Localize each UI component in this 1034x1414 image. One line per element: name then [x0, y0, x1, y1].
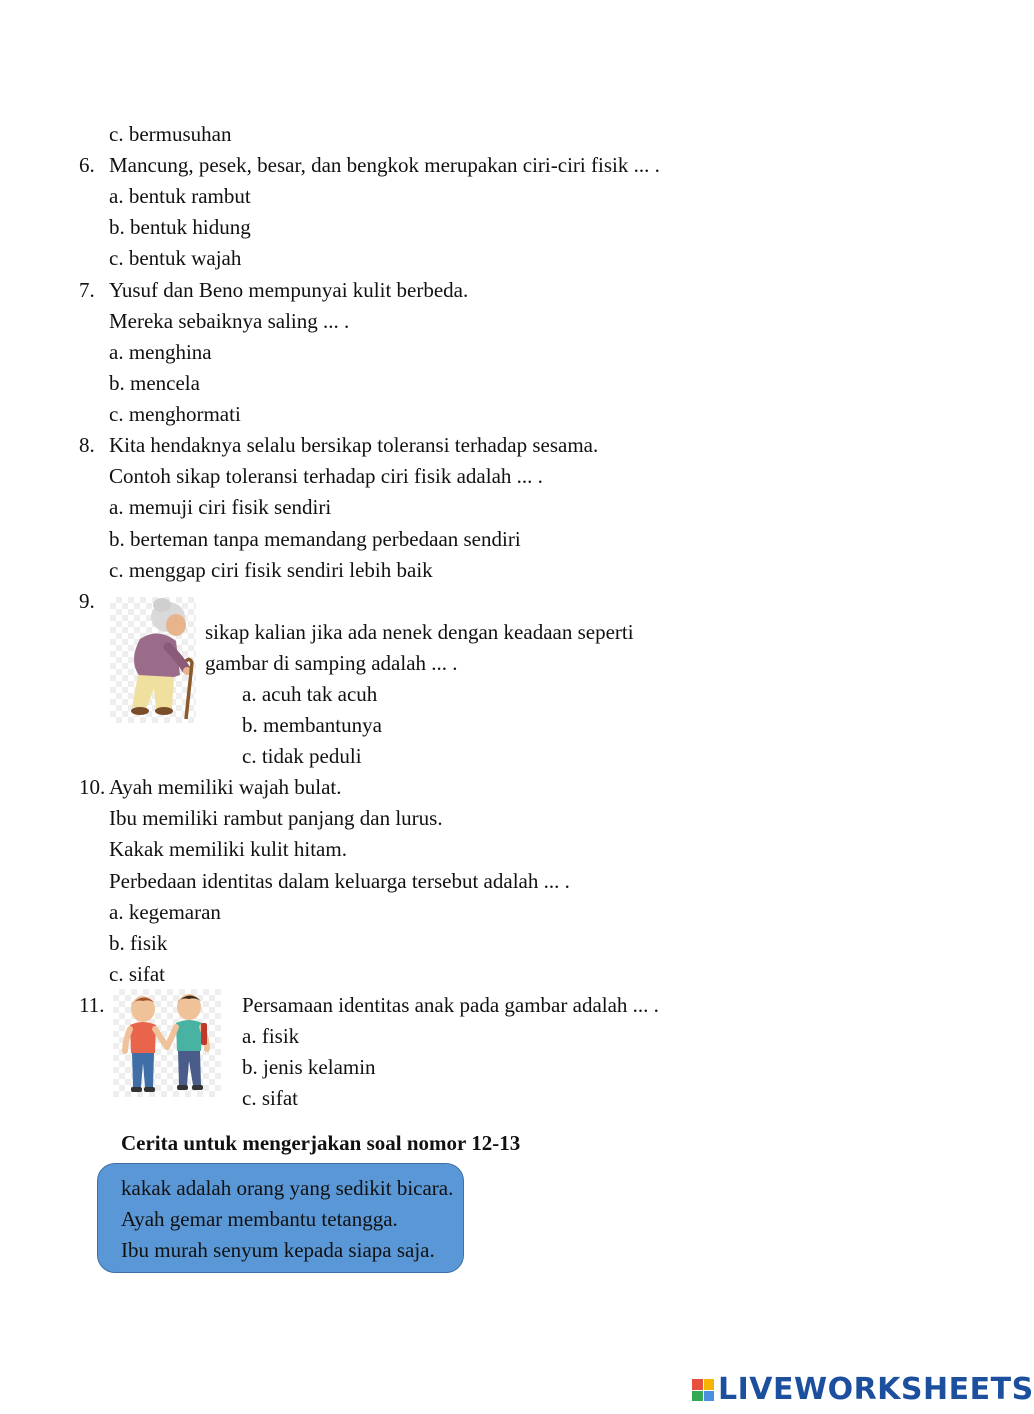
q11-question: Persamaan identitas anak pada gambar adalah ... .: [242, 993, 659, 1017]
q10-question-line-3: Kakak memiliki kulit hitam.: [109, 837, 347, 861]
q9-option-b: b. membantunya: [242, 713, 382, 737]
q11-number: 11.: [79, 993, 105, 1017]
q8-option-a: a. memuji ciri fisik sendiri: [109, 495, 332, 519]
q8-option-b: b. berteman tanpa memandang perbedaan sendiri: [109, 527, 521, 551]
q7-number: 7.: [79, 278, 95, 302]
liveworksheets-logo-text: LIVEWORKSHEETS: [718, 1372, 1034, 1407]
story-line-2: Ayah gemar membantu tetangga.: [121, 1207, 398, 1231]
q5-option-c: c. bermusuhan: [109, 122, 232, 146]
q8-option-c: c. menggap ciri fisik sendiri lebih baik: [109, 558, 433, 582]
q10-question-line-4: Perbedaan identitas dalam keluarga tersebut adalah ... .: [109, 869, 570, 893]
q9-question-line-1: sikap kalian jika ada nenek dengan keadaan seperti: [205, 620, 634, 644]
q7-option-c: c. menghormati: [109, 402, 241, 426]
q6-option-c: c. bentuk wajah: [109, 246, 242, 270]
q6-number: 6.: [79, 153, 95, 177]
q11-option-a: a. fisik: [242, 1024, 300, 1048]
liveworksheets-logo: [692, 1372, 1034, 1408]
q11-option-c: c. sifat: [242, 1086, 298, 1110]
story-heading: Cerita untuk mengerjakan soal nomor 12-13: [121, 1131, 521, 1155]
q9-option-c: c. tidak peduli: [242, 744, 362, 768]
story-line-3: Ibu murah senyum kepada siapa saja.: [121, 1238, 435, 1262]
q7-option-a: a. menghina: [109, 340, 212, 364]
q8-number: 8.: [79, 433, 95, 457]
q7-question-line-1: Yusuf dan Beno mempunyai kulit berbeda.: [109, 278, 469, 302]
q10-number: 10.: [79, 775, 106, 799]
q6-option-a: a. bentuk rambut: [109, 184, 251, 208]
two-boys-holding-hands-image: [113, 989, 221, 1097]
q8-question-line-2: Contoh sikap toleransi terhadap ciri fisik adalah ... .: [109, 464, 543, 488]
q9-number: 9.: [79, 589, 95, 613]
q6-question: Mancung, pesek, besar, dan bengkok merupakan ciri-ciri fisik ... .: [109, 153, 660, 177]
q7-question-line-2: Mereka sebaiknya saling ... .: [109, 309, 350, 333]
q7-option-b: b. mencela: [109, 371, 200, 395]
q8-question-line-1: Kita hendaknya selalu bersikap toleransi terhadap sesama.: [109, 433, 599, 457]
q9-question-line-2: gambar di samping adalah ... .: [205, 651, 458, 675]
q11-option-b: b. jenis kelamin: [242, 1055, 376, 1079]
q10-option-c: c. sifat: [109, 962, 165, 986]
story-line-1: kakak adalah orang yang sedikit bicara.: [121, 1176, 454, 1200]
q10-question-line-1: Ayah memiliki wajah bulat.: [109, 775, 342, 799]
q10-option-a: a. kegemaran: [109, 900, 221, 924]
q9-option-a: a. acuh tak acuh: [242, 682, 378, 706]
q10-option-b: b. fisik: [109, 931, 168, 955]
q6-option-b: b. bentuk hidung: [109, 215, 251, 239]
liveworksheets-logo-icon: [692, 1379, 714, 1401]
grandmother-with-cane-image: [110, 597, 196, 723]
q10-question-line-2: Ibu memiliki rambut panjang dan lurus.: [109, 806, 443, 830]
